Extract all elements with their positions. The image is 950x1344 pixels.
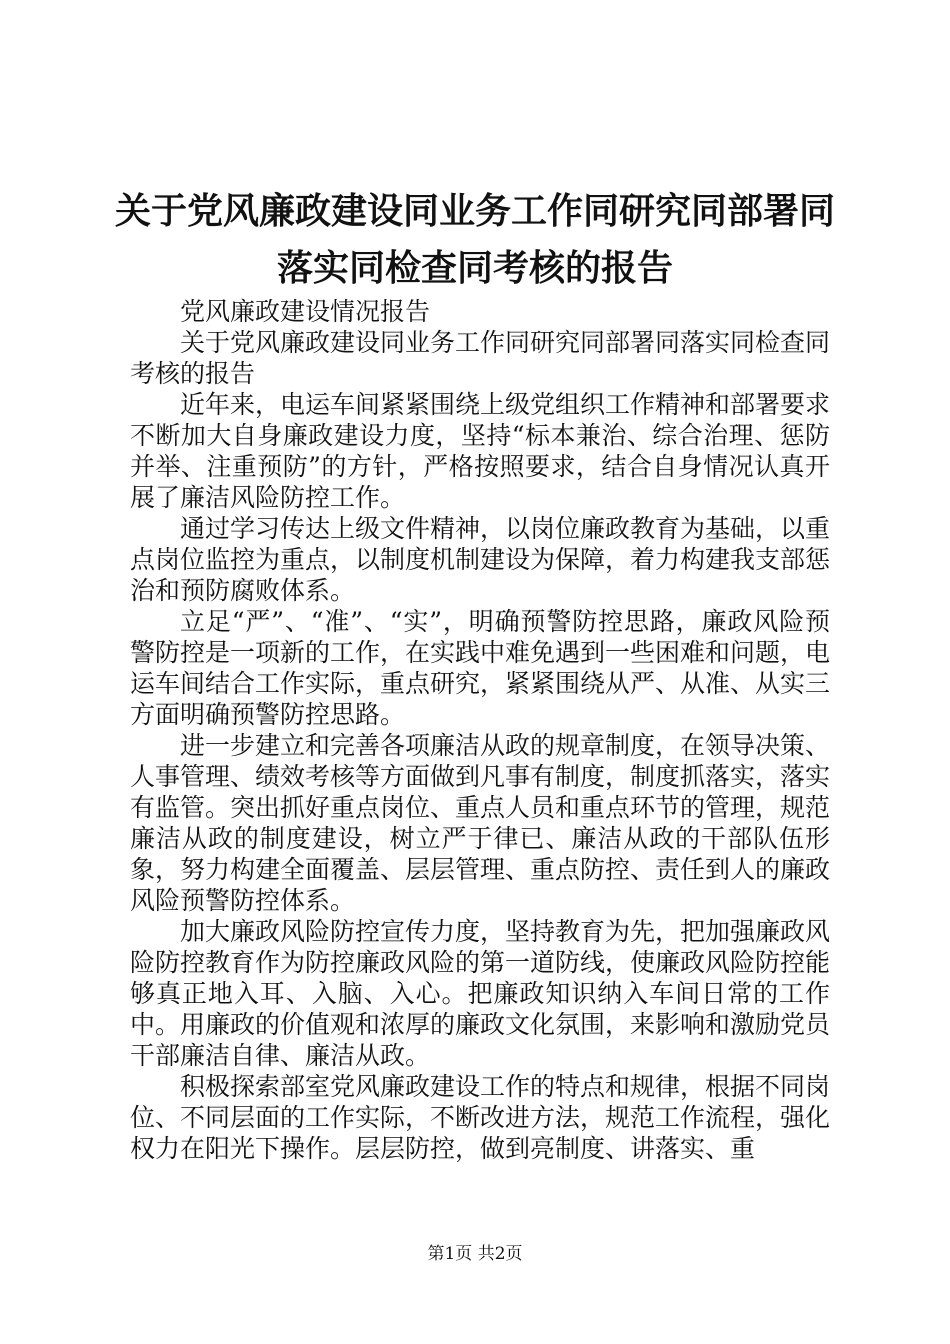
document-title	[100, 183, 850, 297]
paragraph: 加大廉政风险防控宣传力度，坚持教育为先，把加强廉政风险防控教育作为防控廉政风险的第一道防线，使廉政风险防控能够真正地入耳、入脑、入心。把廉政知识纳入车间日常的工作中。用廉政的价值观和浓厚的廉政文化氛围，来影响和激励党员干部廉洁自律、廉洁从政。	[130, 917, 831, 1070]
paragraph: 通过学习传达上级文件精神，以岗位廉政教育为基础，以重点岗位监控为重点，以制度机制建设为保障，着力构建我支部惩治和预防腐败体系。	[130, 514, 831, 605]
paragraph: 立足“严”、“准”、“实”，明确预警防控思路，廉政风险预警防控是一项新的工作，在实践中难免遇到一些困难和问题，电运车间结合工作实际，重点研究，紧紧围绕从严、从准、从实三方面明确预警防控思路。	[130, 607, 831, 729]
title-line-1: 关于党风廉政建设同业务工作同研究同部署同	[114, 190, 835, 232]
paragraph-subtitle: 关于党风廉政建设同业务工作同研究同部署同落实同检查同考核的报告	[130, 328, 831, 388]
page-footer	[0, 1242, 950, 1266]
title-line-2: 落实同检查同考核的报告	[276, 247, 673, 289]
page-number: 第1页 共2页	[427, 1244, 523, 1264]
document-body	[130, 296, 830, 1164]
paragraph: 积极探索部室党风廉政建设工作的特点和规律，根据不同岗位、不同层面的工作实际，不断改进方法，规范工作流程，强化权力在阳光下操作。层层防控，做到亮制度、讲落实、重	[130, 1072, 831, 1163]
paragraph: 进一步建立和完善各项廉洁从政的规章制度，在领导决策、人事管理、绩效考核等方面做到凡事有制度，制度抓落实，落实有监管。突出抓好重点岗位、重点人员和重点环节的管理，规范廉洁从政的制度建设，树立严于律已、廉洁从政的干部队伍形象，努力构建全面覆盖、层层管理、重点防控、责任到人的廉政风险预警防控体系。	[130, 731, 831, 915]
paragraph: 近年来，电运车间紧紧围绕上级党组织工作精神和部署要求不断加大自身廉政建设力度，坚持“标本兼治、综合治理、惩防并举、注重预防”的方针，严格按照要求，结合自身情况认真开展了廉洁风险防控工作。	[130, 390, 831, 512]
paragraph-heading: 党风廉政建设情况报告	[180, 297, 431, 326]
